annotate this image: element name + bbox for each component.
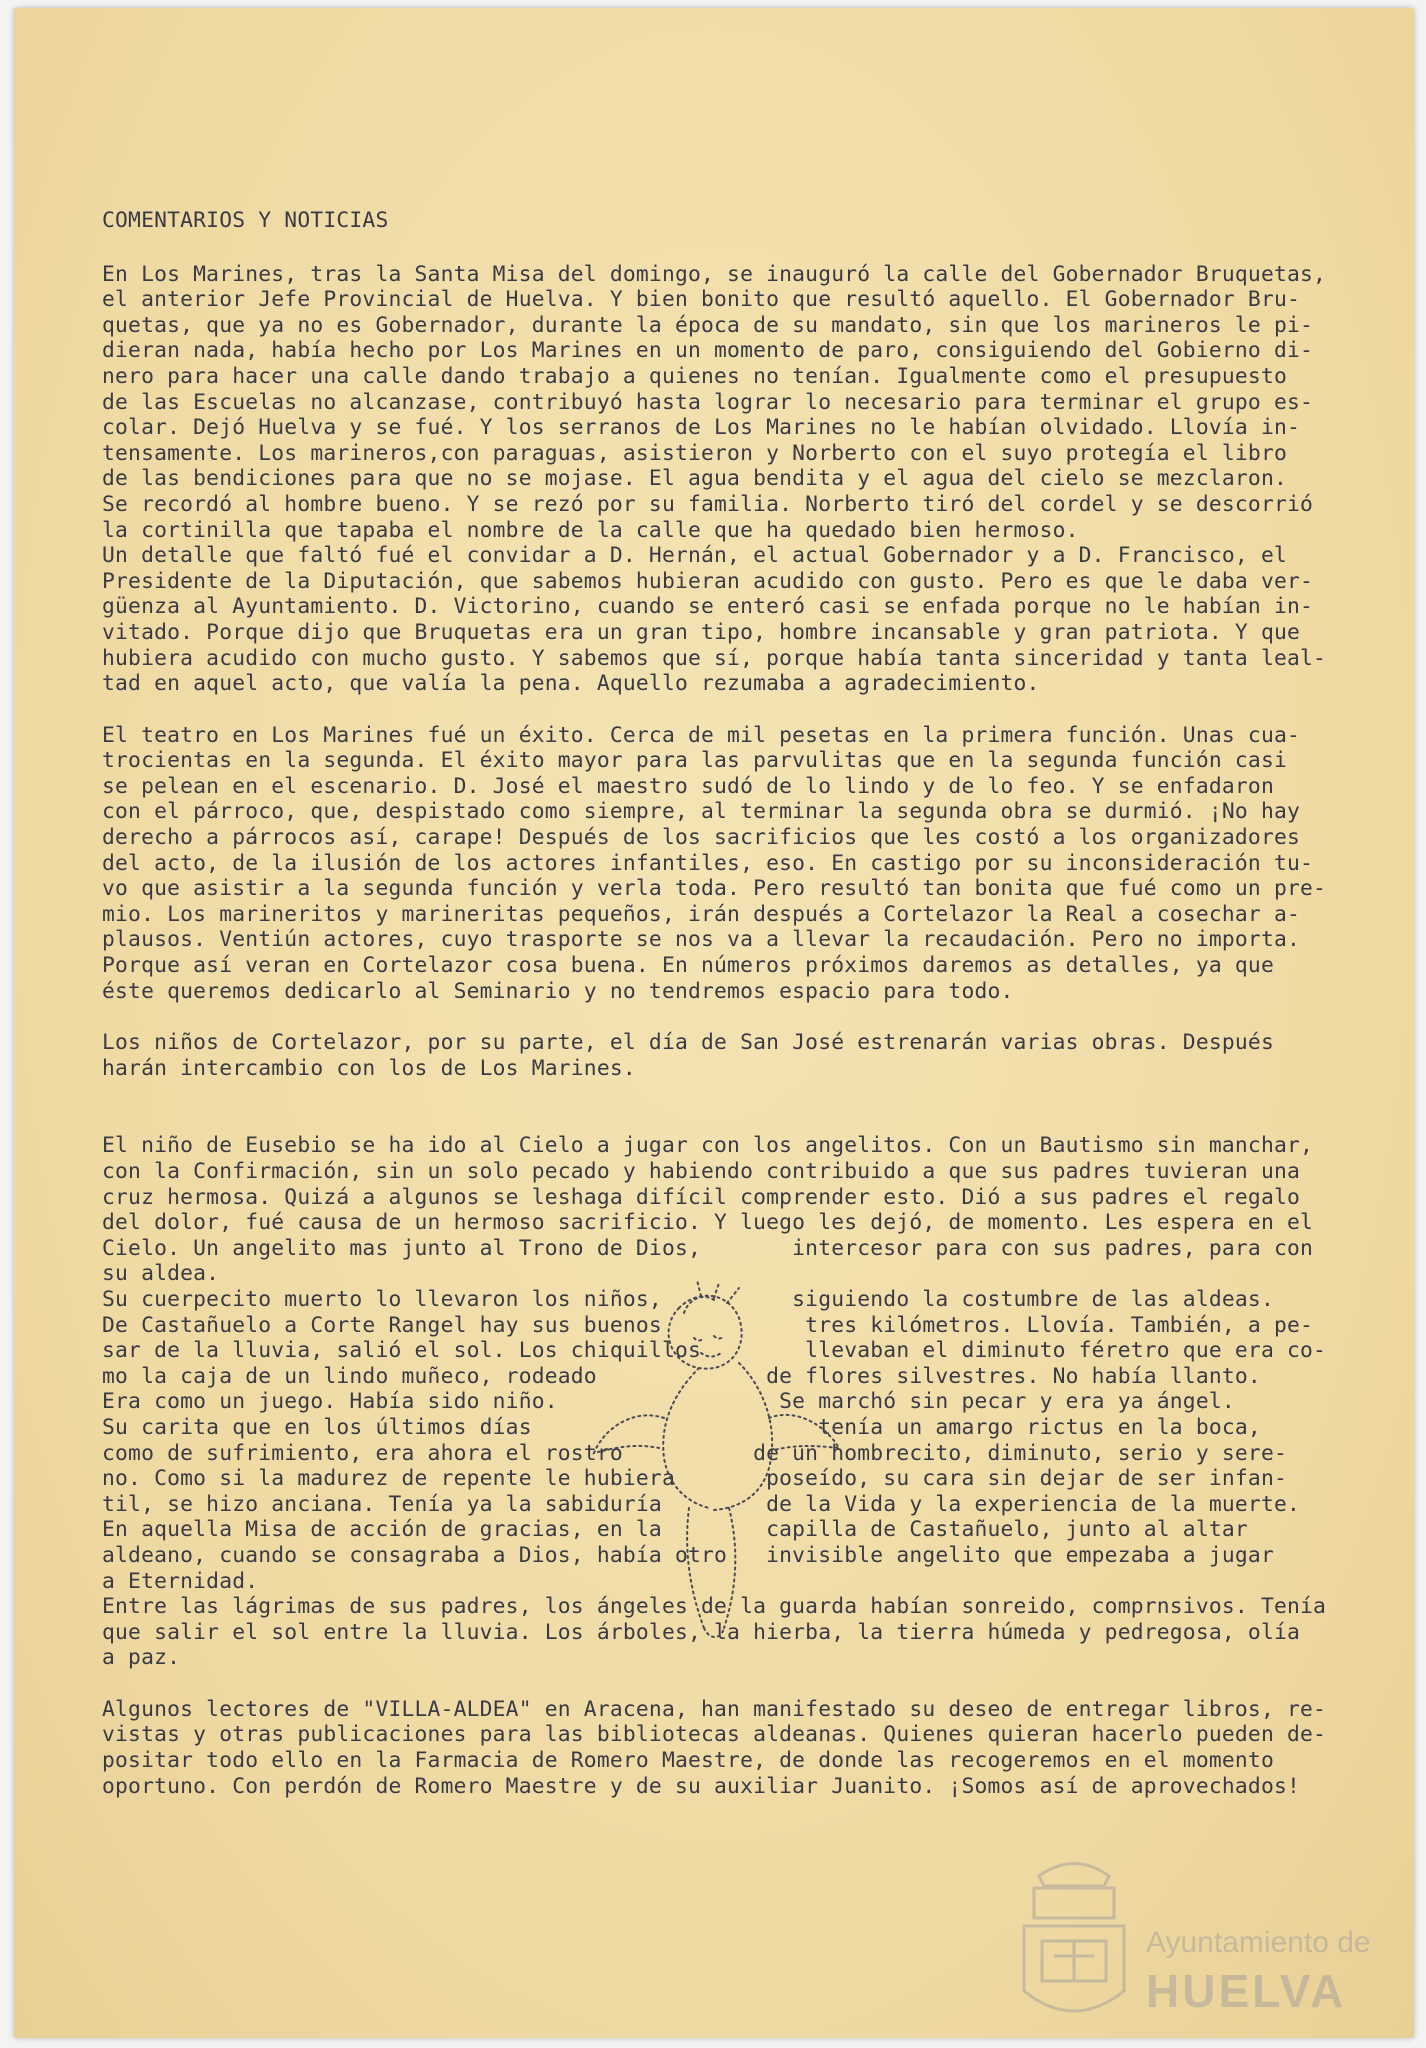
- text-line: mio. Los marineritos y marineritas pequeños, irán después a Cortelazor la Real a cosechar a-: [102, 901, 1301, 927]
- text-line: a paz.: [102, 1645, 181, 1671]
- angel-drawing: [589, 1268, 849, 1668]
- text-line: trocientas en la segunda. El éxito mayor para las parvulitas que en la segunda función casi: [102, 748, 1287, 774]
- huelva-watermark: [1014, 1846, 1394, 2036]
- paper-sheet: [14, 8, 1414, 2038]
- text-line: Presidente de la Diputación, que sabemos hubieran acudido con gusto. Pero es que le daba ver-: [102, 568, 1314, 594]
- text-line: Un detalle que faltó fué el convidar a D. Hernán, el actual Gobernador y a D. Francisco, el: [102, 543, 1287, 569]
- text-line: nero para hacer una calle dando trabajo a quienes no tenían. Igualmente como el presupuesto: [102, 363, 1287, 389]
- text-line: se pelean en el escenario. D. José el maestro sudó de lo lindo y de lo feo. Y se enfadaron: [102, 773, 1274, 799]
- watermark-line-2: HUELVA: [1146, 1965, 1347, 2017]
- paragraph-bruquetas: [102, 262, 1352, 697]
- paragraph-gap: [102, 697, 1352, 723]
- text-line: su aldea.: [102, 1261, 220, 1287]
- text-line: Porque así veran en Cortelazor cosa buena. En números próximos daremos as detalles, ya que: [102, 953, 1274, 979]
- text-line: sar de la lluvia, salió el sol. Los chiquillos llevaban el diminuto féretro que era co-: [102, 1338, 1327, 1364]
- text-line: Entre las lágrimas de sus padres, los ángeles de la guarda habían sonreido, comprnsivos. Tenía: [102, 1594, 1327, 1620]
- paragraph-gap: [102, 1004, 1352, 1030]
- paragraph-cortelazor: [102, 1030, 1352, 1081]
- text-line: con la Confirmación, sin un solo pecado y habiendo contribuido a que sus padres tuvieran una: [102, 1159, 1301, 1184]
- text-line: Algunos lectores de "VILLA-ALDEA" en Aracena, han manifestado su deseo de entregar libros, re-: [102, 1696, 1327, 1722]
- text-line: til, se hizo anciana. Tenía ya la sabiduría de la Vida y la experiencia de la muerte.: [102, 1491, 1301, 1517]
- text-line: vo que asistir a la segunda función y verla toda. Pero resultó tan bonita que fué como un pre-: [102, 876, 1327, 902]
- text-line: dieran nada, había hecho por Los Marines en un momento de paro, consiguiendo del Gobierno di-: [102, 338, 1314, 364]
- text-line: del dolor, fué causa de un hermoso sacrificio. Y luego les dejó, de momento. Les espera en el: [102, 1210, 1314, 1236]
- text-line: cruz hermosa. Quizá a algunos se leshaga difícil comprender esto. Dió a sus padres el regalo: [102, 1184, 1301, 1210]
- coat-of-arms-icon: [1014, 1846, 1134, 2036]
- text-line: Los niños de Cortelazor, por su parte, el día de San José estrenarán varias obras. Después: [102, 1030, 1274, 1056]
- text-line: quetas, que ya no es Gobernador, durante la época de su mandato, sin que los marineros le pi-: [102, 312, 1314, 338]
- paragraph-teatro: [102, 723, 1352, 1005]
- watermark-line-1: Ayuntamiento de: [1146, 1926, 1371, 1959]
- text-line: del acto, de la ilusión de los actores infantiles, eso. En castigo por su inconsideración tu-: [102, 850, 1314, 876]
- text-line: colar. Dejó Huelva y se fué. Y los serranos de Los Marines no le habían olvidado. Llovía in-: [102, 415, 1301, 441]
- text-line: En aquella Misa de acción de gracias, en la capilla de Castañuelo, junto al altar: [102, 1517, 1248, 1543]
- text-line: mo la caja de un lindo muñeco, rodeado de flores silvestres. No había llanto.: [102, 1363, 1261, 1389]
- text-line: que salir el sol entre la lluvia. Los árboles, la hierba, la tierra húmeda y pedregosa, olía: [102, 1619, 1301, 1645]
- text-line: El niño de Eusebio se ha ido al Cielo a jugar con los angelitos. Con un Bautismo sin manchar,: [102, 1133, 1314, 1159]
- text-line: de las bendiciones para que no se mojase. El agua bendita y el agua del cielo se mezclaron.: [102, 466, 1287, 492]
- text-line: como de sufrimiento, era ahora el rostro de un hombrecito, diminuto, serio y sere-: [102, 1440, 1287, 1466]
- text-line: güenza al Ayuntamiento. D. Victorino, cuando se enteró casi se enfada porque no le habían in-: [102, 594, 1314, 620]
- document-title: COMENTARIOS Y NOTICIAS: [102, 208, 389, 233]
- text-line: vistas y otras publicaciones para las bibliotecas aldeanas. Quienes quieran hacerlo pueden de-: [102, 1722, 1327, 1748]
- text-line: De Castañuelo a Corte Rangel hay sus buenos tres kilómetros. Llovía. También, a pe-: [102, 1312, 1314, 1338]
- text-line: Se recordó al hombre bueno. Y se rezó por su familia. Norberto tiró del cordel y se descorrió: [102, 491, 1314, 517]
- text-line: no. Como si la madurez de repente le hubiera poseído, su cara sin dejar de ser infan-: [102, 1466, 1287, 1492]
- text-line: En Los Marines, tras la Santa Misa del domingo, se inauguró la calle del Gobernador Bruquetas,: [102, 261, 1327, 287]
- text-line: Su cuerpecito muerto lo llevaron los niños, siguiendo la costumbre de las aldeas.: [102, 1286, 1274, 1312]
- text-line: el anterior Jefe Provincial de Huelva. Y bien bonito que resultó aquello. El Gobernador Bru-: [102, 287, 1301, 313]
- text-line: de las Escuelas no alcanzase, contribuyó hasta lograr lo necesario para terminar el grupo es-: [102, 389, 1314, 415]
- text-line: Su carita que en los últimos días tenía un amargo rictus en la boca,: [102, 1414, 1261, 1440]
- text-line: El teatro en Los Marines fué un éxito. Cerca de mil pesetas en la primera función. Unas cua-: [102, 722, 1301, 748]
- text-line: la cortinilla que tapaba el nombre de la calle que ha quedado bien hermoso.: [102, 517, 1079, 543]
- text-line: harán intercambio con los de Los Marines.: [102, 1055, 636, 1081]
- text-line: vitado. Porque dijo que Bruquetas era un gran tipo, hombre incansable y gran patriota. Y que: [102, 619, 1301, 645]
- text-line: oportuno. Con perdón de Romero Maestre y de su auxiliar Juanito. ¡Somos así de aprovechados!: [102, 1773, 1301, 1799]
- text-line: plausos. Ventiún actores, cuyo trasporte se nos va a llevar la recaudación. Pero no importa.: [102, 927, 1301, 953]
- text-line: Era como un juego. Había sido niño. Se marchó sin pecar y era ya ángel.: [102, 1389, 1235, 1415]
- text-line: con el párroco, que, despistado como siempre, al terminar la segunda obra se durmió. ¡No hay: [102, 799, 1301, 825]
- text-line: tensamente. Los marineros,con paraguas, asistieron y Norberto con el suyo protegía el libro: [102, 440, 1287, 466]
- paragraph-gap: [102, 1671, 1352, 1697]
- text-line: positar todo ello en la Farmacia de Romero Maestre, de donde las recogeremos en el momento: [102, 1748, 1274, 1774]
- paragraph-villa-aldea: [102, 1697, 1352, 1799]
- text-line: a Eternidad.: [102, 1568, 259, 1594]
- text-line: Cielo. Un angelito mas junto al Trono de Dios, intercesor para con sus padres, para con: [102, 1235, 1314, 1261]
- text-line: éste queremos dedicarlo al Seminario y no tendremos espacio para todo.: [102, 978, 1014, 1004]
- text-line: hubiera acudido con mucho gusto. Y sabemos que sí, porque había tanta sinceridad y tanta leal-: [102, 645, 1327, 671]
- text-line: tad en aquel acto, que valía la pena. Aquello rezumaba a agradecimiento.: [102, 671, 1040, 697]
- text-line: derecho a párrocos así, carape! Después de los sacrificios que les costó a los organizadores: [102, 825, 1301, 851]
- text-line: aldeano, cuando se consagraba a Dios, había otro invisible angelito que empezaba a jugar: [102, 1542, 1274, 1568]
- paragraph-gap: [102, 1081, 1352, 1133]
